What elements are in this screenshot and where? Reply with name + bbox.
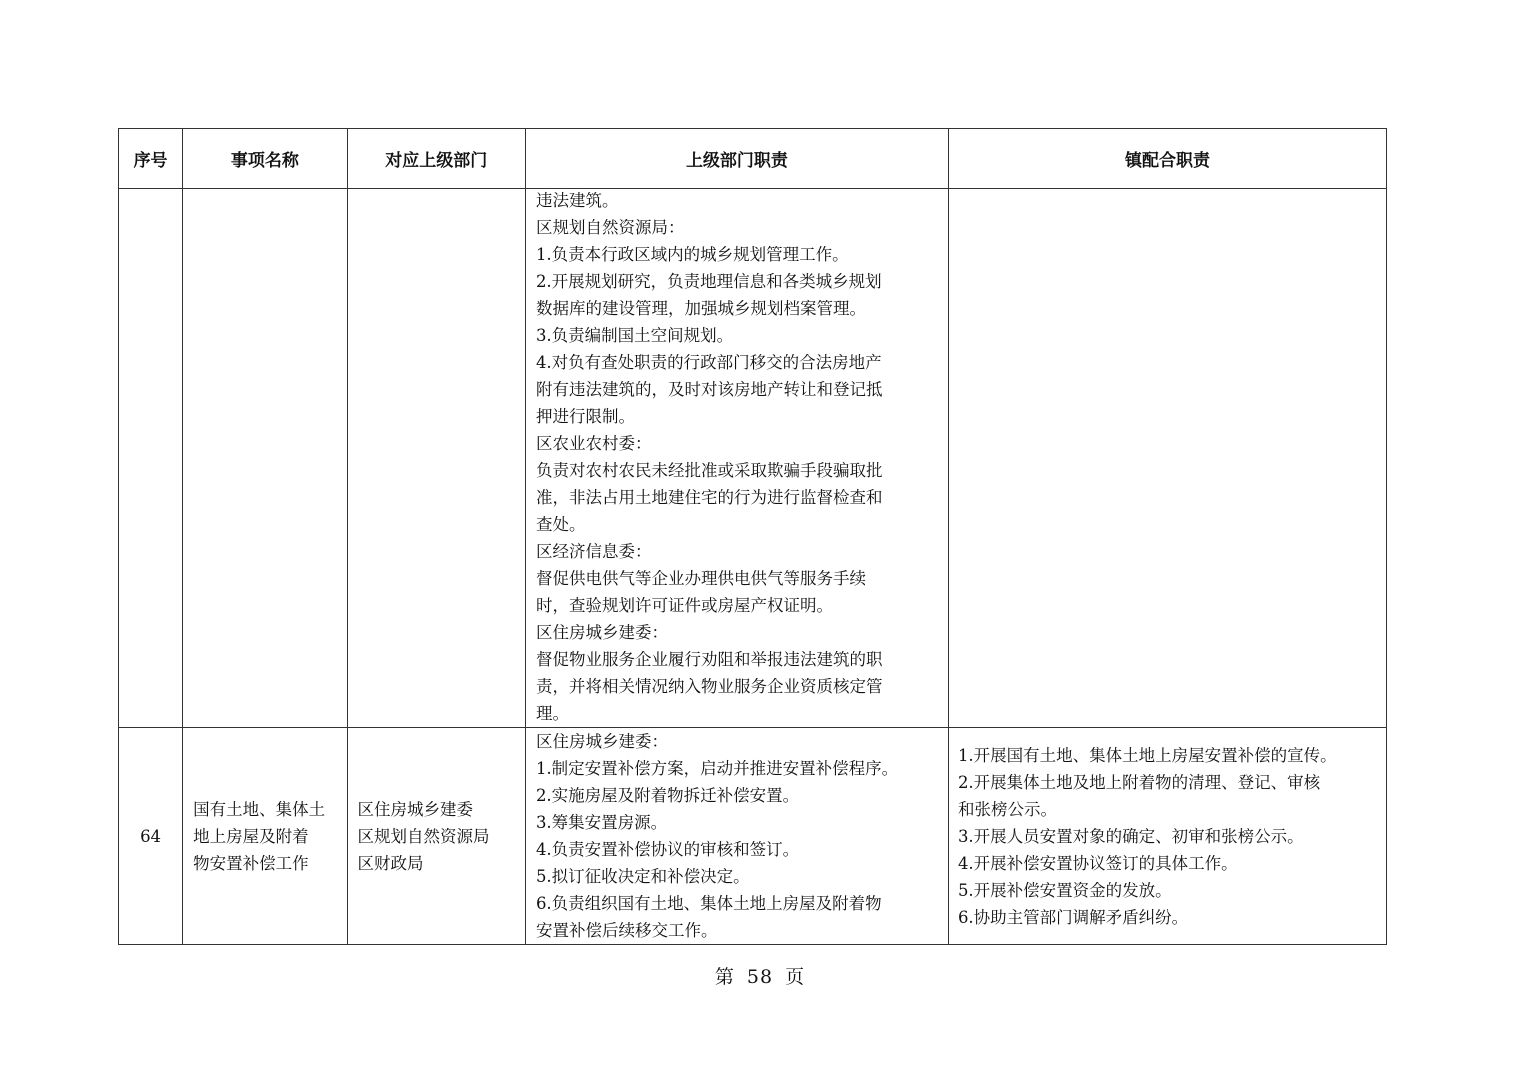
text-line: 地上房屋及附着 [193,826,309,846]
text-line: 6.协助主管部门调解矛盾纠纷。 [957,907,1189,927]
cell-superior-duties [525,189,948,728]
text-line: 查处。 [535,515,586,534]
text-line: 督促供电供气等企业办理供电供气等服务手续 [535,569,866,588]
superior-duties-text [526,187,948,727]
text-line: 4.负责安置补偿协议的审核和签订。 [535,840,800,859]
page-number-footer [0,962,1520,989]
text-line: 1.开展国有土地、集体土地上房屋安置补偿的宣传。 [957,745,1337,765]
cell-superior-department [347,728,525,945]
text-line: 5.拟订征收决定和补偿决定。 [535,867,750,886]
text-line: 国有土地、集体土 [193,799,326,819]
text-line: 2.开展规划研究，负责地理信息和各类城乡规划 [535,272,882,291]
text-line: 3.开展人员安置对象的确定、初审和张榜公示。 [957,826,1304,846]
text-line: 2.实施房屋及附着物拆迁补偿安置。 [535,786,800,805]
text-line: 准，非法占用土地建住宅的行为进行监督检查和 [535,488,883,507]
text-line: 附有违法建筑的，及时对该房地产转让和登记抵 [535,380,883,399]
header-item-name: 事项名称 [183,129,347,189]
text-line: 1.制定安置补偿方案，启动并推进安置补偿程序。 [535,759,899,778]
text-line: 负责对农村农民未经批准或采取欺骗手段骗取批 [535,461,883,480]
text-line: 违法建筑。 [535,191,619,210]
header-superior-duties: 上级部门职责 [525,129,948,189]
text-line: 3.负责编制国土空间规划。 [535,326,734,345]
table-row [119,728,1387,945]
text-line: 区规划自然资源局： [535,218,685,237]
header-serial-number: 序号 [119,129,183,189]
header-superior-department: 对应上级部门 [347,129,525,189]
cell-item-name [183,189,347,728]
cell-serial-number [119,189,183,728]
text-line: 责，并将相关情况纳入物业服务企业资质核定管 [535,677,883,696]
text-line: 安置补偿后续移交工作。 [535,921,718,940]
text-line: 和张榜公示。 [957,799,1057,819]
text-line: 区住房城乡建委 [357,799,474,819]
text-line: 区经济信息委： [535,542,652,561]
text-line: 时，查验规划许可证件或房屋产权证明。 [535,596,833,615]
text-line: 押进行限制。 [535,407,635,426]
text-line: 区住房城乡建委： [535,623,668,642]
text-line: 区规划自然资源局 [357,826,490,846]
page-suffix: 页 [785,966,806,988]
cell-superior-duties [525,728,948,945]
header-town-duties: 镇配合职责 [948,129,1386,189]
text-line: 区财政局 [357,853,424,873]
table-row [119,189,1387,728]
cell-superior-department [347,189,525,728]
page-prefix: 第 [714,966,735,988]
text-line: 区住房城乡建委： [535,732,668,751]
text-line: 物安置补偿工作 [193,853,309,873]
cell-town-duties [948,728,1386,945]
text-line: 6.负责组织国有土地、集体土地上房屋及附着物 [535,894,882,913]
text-line: 4.开展补偿安置协议签订的具体工作。 [957,853,1238,873]
cell-item-name [183,728,347,945]
responsibility-table [118,128,1387,945]
text-line: 2.开展集体土地及地上附着物的清理、登记、审核 [957,772,1321,792]
text-line: 督促物业服务企业履行劝阻和举报违法建筑的职 [535,650,883,669]
text-line: 数据库的建设管理，加强城乡规划档案管理。 [535,299,866,318]
table-header-row [119,129,1387,189]
text-line: 理。 [535,704,569,723]
cell-serial-number: 64 [119,728,183,945]
page-number: 58 [746,966,774,988]
text-line: 4.对负有查处职责的行政部门移交的合法房地产 [535,353,882,372]
text-line: 3.筹集安置房源。 [535,813,668,832]
text-line: 1.负责本行政区域内的城乡规划管理工作。 [535,245,849,264]
text-line: 区农业农村委： [535,434,652,453]
cell-town-duties [948,189,1386,728]
text-line: 5.开展补偿安置资金的发放。 [957,880,1172,900]
